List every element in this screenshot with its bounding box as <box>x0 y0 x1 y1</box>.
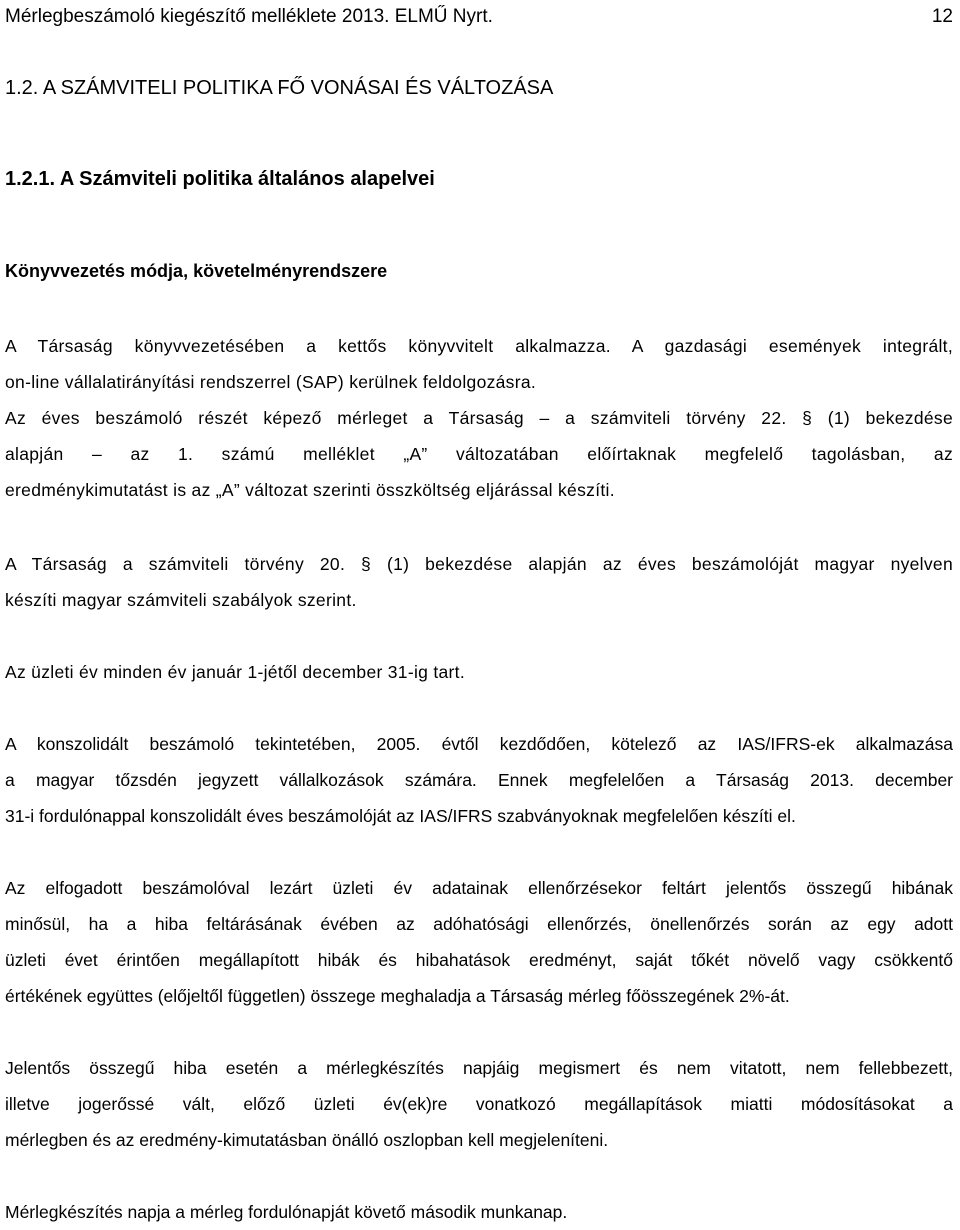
paragraph-line: értékének együttes (előjeltől független) összege meghaladja a Társaság mérleg főösszegének 2%-át. <box>5 986 790 1006</box>
page-number: 12 <box>931 6 953 27</box>
paragraph-line: eredménykimutatást is az „A” változat szerinti összköltség eljárással készíti. <box>5 480 615 500</box>
paragraph-line: üzleti évet érintően megállapított hibák és hibahatások eredményt, saját tőkét növelő vagy csökkentő <box>5 950 953 970</box>
paragraph-line: illetve jogerőssé vált, előző üzleti év(ek)re vonatkozó megállapítások miatti módosításokat a <box>5 1094 953 1114</box>
paragraph-line: Az üzleti év minden év január 1-jétől december 31-ig tart. <box>5 662 465 682</box>
paragraph-line: A konszolidált beszámoló tekintetében, 2005. évtől kezdődően, kötelező az IAS/IFRS-ek alkalmazása <box>5 734 953 754</box>
paragraph-line: a magyar tőzsdén jegyzett vállalkozások számára. Ennek megfelelően a Társaság 2013. december <box>5 770 953 790</box>
paragraph-line: Mérlegkészítés napja a mérleg fordulónapját követő második munkanap. <box>5 1202 568 1222</box>
subheading: Könyvvezetés módja, követelményrendszere <box>5 261 388 281</box>
paragraph-line: A Társaság könyvvezetésében a kettős könyvvitelt alkalmazza. A gazdasági események integrált, <box>5 336 953 356</box>
paragraph-line: készíti magyar számviteli szabályok szerint. <box>5 590 357 610</box>
subsection-title: 1.2.1. A Számviteli politika általános alapelvei <box>5 168 435 190</box>
paragraph-line: on-line vállalatirányítási rendszerrel (SAP) kerülnek feldolgozásra. <box>5 372 537 392</box>
page-header <box>5 6 953 28</box>
paragraph-language <box>5 546 953 618</box>
paragraph-line: alapján – az 1. számú melléklet „A” változatában előírtaknak megfelelő tagolásban, az <box>5 444 953 464</box>
paragraph-line: Jelentős összegű hiba esetén a mérlegkészítés napjáig megismert és nem vitatott, nem fellebbezett, <box>5 1058 953 1078</box>
paragraph-error-handling <box>5 1050 953 1158</box>
paragraph-significant-error <box>5 870 953 1014</box>
paragraph-consolidated <box>5 726 953 834</box>
paragraph-business-year <box>5 654 953 690</box>
paragraph-line: Az elfogadott beszámolóval lezárt üzleti év adatainak ellenőrzésekor feltárt jelentős összegű hibának <box>5 878 953 898</box>
paragraph-line: minősül, ha a hiba feltárásának évében az adóhatósági ellenőrzés, önellenőrzés során az egy adott <box>5 914 953 934</box>
paragraph-line: A Társaság a számviteli törvény 20. § (1) bekezdése alapján az éves beszámolóját magyar nyelven <box>5 554 953 574</box>
paragraph-balance-date <box>5 1194 953 1230</box>
header-title: Mérlegbeszámoló kiegészítő melléklete 2013. ELMŰ Nyrt. <box>5 6 493 27</box>
paragraph-line: Az éves beszámoló részét képező mérleget a Társaság – a számviteli törvény 22. § (1) bekezdése <box>5 408 953 428</box>
paragraph-line: 31-i fordulónappal konszolidált éves beszámolóját az IAS/IFRS szabványoknak megfelelően készíti el. <box>5 806 796 826</box>
paragraph-line: mérlegben és az eredmény-kimutatásban önálló oszlopban kell megjeleníteni. <box>5 1130 609 1150</box>
paragraph-bookkeeping <box>5 328 953 508</box>
section-title: 1.2. A SZÁMVITELI POLITIKA FŐ VONÁSAI ÉS VÁLTOZÁSA <box>5 77 554 99</box>
